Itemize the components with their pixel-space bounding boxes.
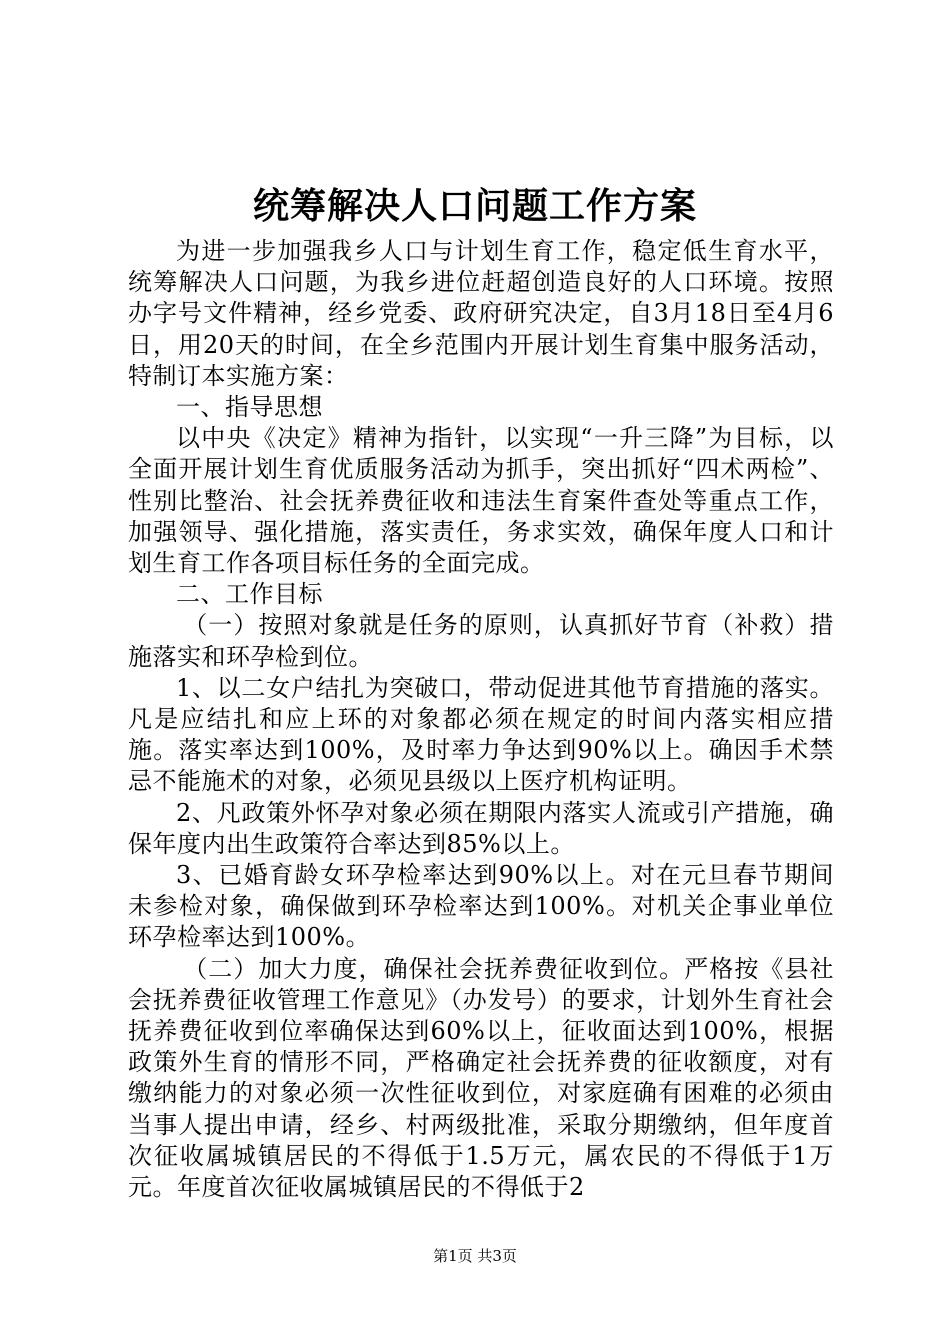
- paragraph-goal-1-item-3: 3、已婚育龄女环孕检率达到90%以上。对在元旦春节期间未参检对象，确保做到环孕检率达到100%。对机关企事业单位环孕检率达到100%。: [128, 861, 834, 952]
- paragraph-goal-1: （一）按照对象就是任务的原则，认真抓好节育（补救）措施落实和环孕检到位。: [128, 611, 834, 671]
- document-title: 统筹解决人口问题工作方案: [252, 186, 697, 227]
- paragraph-guiding-ideology: 以中央《决定》精神为指针，以实现“一升三降”为目标，以全面开展计划生育优质服务活动为抓手，突出抓好“四术两检”、性别比整治、社会抚养费征收和违法生育案件查处等重点工作，加强领导、强化措施，落实责任，务求实效，确保年度人口和计划生育工作各项目标任务的全面完成。: [128, 424, 834, 578]
- paragraph-goal-2: （二）加大力度，确保社会抚养费征收到位。严格按《县社会抚养费征收管理工作意见》（办发号）的要求，计划外生育社会抚养费征收到位率确保达到60%以上，征收面达到100%，根据政策外生育的情形不同，严格确定社会抚养费的征收额度，对有缴纳能力的对象必须一次性征收到位，对家庭确有困难的必须由当事人提出申请，经乡、村两级批准，采取分期缴纳，但年度首次征收属城镇居民的不得低于1.5万元，属农民的不得低于1万元。年度首次征收属城镇居民的不得低于2: [128, 954, 834, 1202]
- paragraph-goal-1-item-2: 2、凡政策外怀孕对象必须在期限内落实人流或引产措施，确保年度内出生政策符合率达到85%以上。: [128, 798, 834, 858]
- heading-guiding-ideology: 一、指导思想: [176, 393, 323, 422]
- heading-work-goals: 二、工作目标: [176, 580, 323, 609]
- document-body: [128, 236, 834, 1203]
- paragraph-goal-1-item-1: 1、以二女户结扎为突破口，带动促进其他节育措施的落实。凡是应结扎和应上环的对象都必须在规定的时间内落实相应措施。落实率达到100%，及时率力争达到90%以上。确因手术禁忌不能施术的对象，必须见县级以上医疗机构证明。: [128, 673, 834, 796]
- paragraph-intro: 为进一步加强我乡人口与计划生育工作，稳定低生育水平，统筹解决人口问题，为我乡进位赶超创造良好的人口环境。按照办字号文件精神，经乡党委、政府研究决定，自3月18日至4月6日，用20天的时间，在全乡范围内开展计划生育集中服务活动，特制订本实施方案：: [128, 237, 834, 390]
- page-footer: 第1页 共3页: [433, 1247, 517, 1265]
